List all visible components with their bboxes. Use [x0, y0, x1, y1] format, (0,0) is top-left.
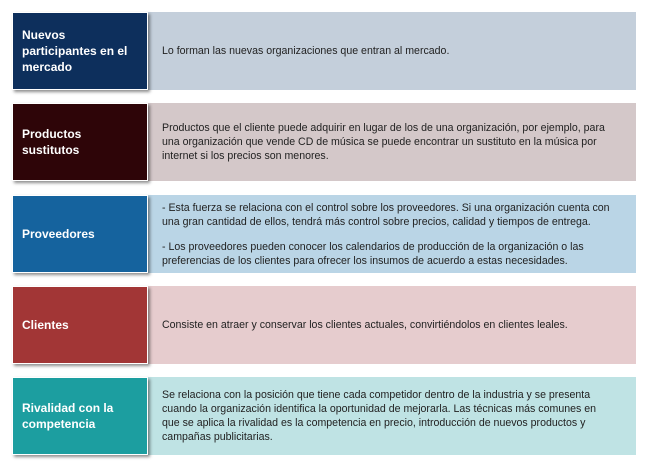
- force-description-text: Productos que el cliente puede adquirir en lugar de los de una organización, por ejemplo, para una organización que vende CD de música se puede encontrar un sustituto en la música por internet si los precios son menores.: [162, 122, 605, 162]
- force-description-text: Consiste en atraer y conservar los clientes actuales, convirtiéndolos en clientes leales.: [162, 319, 568, 331]
- force-row-rivalidad: [12, 377, 636, 455]
- force-description-panel: [142, 286, 636, 364]
- force-label-box: [12, 12, 148, 90]
- force-label-text: Clientes: [22, 318, 69, 332]
- force-label-text: Nuevos participantes en el mercado: [22, 28, 128, 74]
- force-description-text: - Los proveedores pueden conocer los calendarios de producción de la organización o las preferencias de los clientes para ofrecer los insumos de acuerdo a estas necesidades.: [162, 240, 584, 267]
- force-label-text: Proveedores: [22, 227, 95, 241]
- force-description-panel: [142, 195, 636, 273]
- force-description-text: - Esta fuerza se relaciona con el control sobre los proveedores. Si una organización cuenta con una gran cantidad de ellos, tendrá más control sobre precios, calidad y tiempos de entrega.: [162, 201, 610, 228]
- force-row-nuevos-participantes: [12, 12, 636, 90]
- force-description-panel: [142, 103, 636, 181]
- force-label-box: [12, 195, 148, 273]
- force-row-proveedores: [12, 195, 636, 273]
- force-row-productos-sustitutos: [12, 103, 636, 181]
- force-label-text: Rivalidad con la competencia: [22, 401, 114, 431]
- force-description-text: Lo forman las nuevas organizaciones que entran al mercado.: [162, 45, 450, 57]
- force-description-text: Se relaciona con la posición que tiene cada competidor dentro de la industria y se presenta cuando la organización identifica la oportunidad de mejorarla. Las técnicas más comunes en que se aplica la rivalidad es la competencia en precio, introducción de nuevos productos y campañas publicitarias.: [162, 389, 597, 443]
- force-description-panel: [142, 12, 636, 90]
- force-label-text: Productos sustitutos: [22, 127, 82, 157]
- force-description-panel: [142, 377, 636, 455]
- force-row-clientes: [12, 286, 636, 364]
- force-label-box: [12, 377, 148, 455]
- force-label-box: [12, 286, 148, 364]
- force-label-box: [12, 103, 148, 181]
